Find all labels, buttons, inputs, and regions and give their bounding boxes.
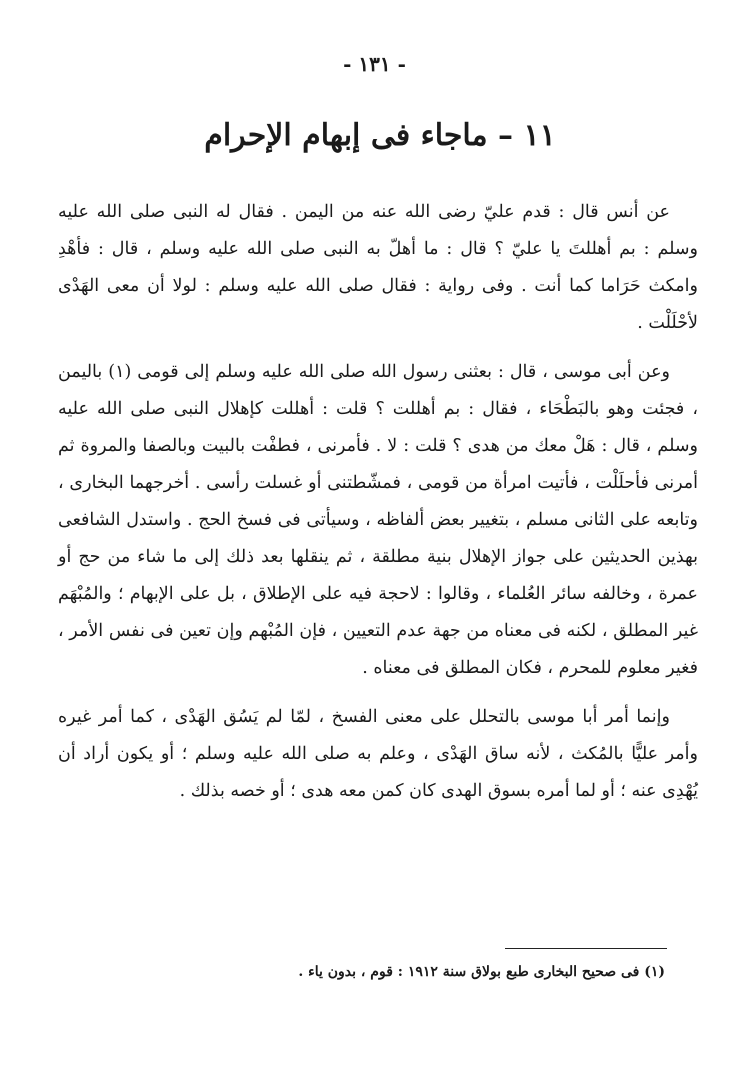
footnote-divider bbox=[505, 948, 667, 949]
paragraph-text: وعن أبى موسى ، قال : بعثنى رسول الله صلى الله عليه وسلم إلى قومى (١) باليمن ، فجئت وهو بالبَطْحَاء ، فقال : بم أهللت ؟ قلت : أهللت كإهلال النبى صلى الله عليه وسلم ، قال : هَلْ معك من هدى ؟ قلت : لا . فأمرنى ، فطفْت بالبيت وبالصفا والمروة ثم أمرنى فأحلَلْت ، فأتيت امرأة من قومى ، فمشّطتنى أو غسلت رأسى . أخرجهما البخارى ، وتابعه على الثانى مسلم ، بتغيير بعض ألفاظه ، وسيأتى فى فسخ الحج . واستدل الشافعى بهذين الحديثين على جواز الإهلال بنية مطلقة ، ثم ينقلها بعد ذلك إلى ما شاء من حج أو عمرة ، وخالفه سائر العُلماء ، وقالوا : لاحجة فيه على الإطلاق ، بل على الإبهام ؛ والمُبْهَم غير المطلق ، لكنه فى معناه من جهة عدم التعيين ، فإن المُبْهم وإن تعين فى نفس الأمر ، فغير معلوم للمحرم ، فكان المطلق فى معناه . bbox=[58, 362, 698, 678]
paragraph bbox=[58, 699, 698, 810]
paragraph-text: عن أنس قال : قدم عليّ رضى الله عنه من اليمن . فقال له النبى صلى الله عليه وسلم : بم أهللتَ يا عليّ ؟ قال : ما أهلّ به النبى صلى الله عليه وسلم ، قال : فأهْدِ وامكث حَرَاما كما أنت . وفى رواية : فقال صلى الله عليه وسلم : لولا أن معى الهَدْى لأحْلَلْت . bbox=[58, 202, 698, 333]
body-text bbox=[58, 194, 698, 810]
chapter-title: ١١ – ماجاء فى إبهام الإحرام bbox=[204, 118, 556, 153]
paragraph-text: وإنما أمر أبا موسى بالتحلل على معنى الفسخ ، لمّا لم يَسُق الهَدْى ، كما أمر غيره وأمر عليًّا بالمُكث ، لأنه ساق الهَدْى ، وعلم به صلى الله عليه وسلم ؛ أو يكون أراد أن يُهْدِى عنه ؛ أو لما أمره بسوق الهدى كان كمن معه هدى ؛ أو خصه بذلك . bbox=[58, 707, 698, 801]
page-number: - ١٣١ - bbox=[343, 52, 406, 76]
paragraph bbox=[58, 194, 698, 342]
paragraph bbox=[58, 354, 698, 687]
footnote: (١) فى صحيح البخارى طبع بولاق سنة ١٩١٢ : قوم ، بدون ياء . bbox=[298, 964, 665, 980]
